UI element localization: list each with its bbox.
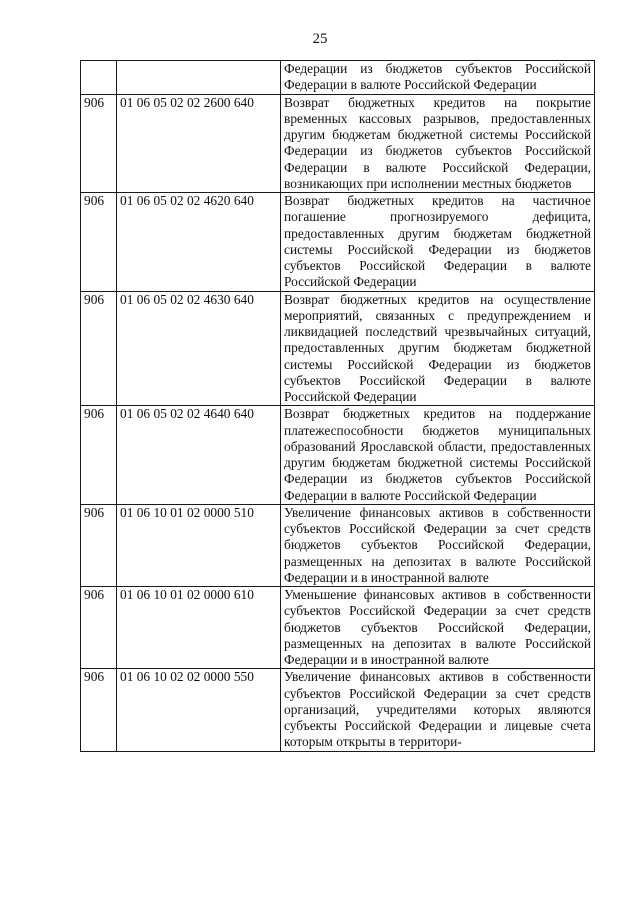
table-row (81, 193, 595, 292)
source-name-cell: Уменьшение финансовых активов в собственности субъектов Российской Федерации за счет средств бюджетов субъектов Российской Федерации, размещенных на депозитах в валюте Российской Федерации и в иностранной валюте (281, 587, 595, 669)
budget-code-cell: 01 06 05 02 02 2600 640 (117, 94, 281, 193)
budget-code-cell: 01 06 05 02 02 4630 640 (117, 291, 281, 406)
budget-code-cell: 01 06 10 02 02 0000 550 (117, 669, 281, 751)
page-number: 25 (312, 31, 328, 47)
admin-code-cell: 906 (81, 94, 117, 193)
admin-code-cell: 906 (81, 291, 117, 406)
table-row (81, 61, 595, 95)
source-name-cell: Федерации из бюджетов субъектов Российской Федерации в валюте Российской Федерации (281, 61, 595, 95)
source-name-cell: Возврат бюджетных кредитов на частичное погашение прогнозируемого дефицита, предоставленных другим бюджетам бюджетной системы Российской Федерации из бюджетов субъектов Российской Федерации в валюте Российской Федерации (281, 193, 595, 292)
budget-codes-table (80, 60, 595, 752)
admin-code-cell: 906 (81, 669, 117, 751)
table-row (81, 291, 595, 406)
admin-code-cell: 906 (81, 193, 117, 292)
budget-code-cell: 01 06 05 02 02 4620 640 (117, 193, 281, 292)
budget-code-cell: 01 06 10 01 02 0000 510 (117, 504, 281, 586)
budget-codes-table-body (81, 61, 595, 752)
admin-code-cell (81, 61, 117, 95)
table-row (81, 406, 595, 505)
budget-code-cell: 01 06 05 02 02 4640 640 (117, 406, 281, 505)
admin-code-cell: 906 (81, 406, 117, 505)
budget-code-cell (117, 61, 281, 95)
budget-code-cell: 01 06 10 01 02 0000 610 (117, 587, 281, 669)
table-row (81, 94, 595, 193)
table-row (81, 504, 595, 586)
source-name-cell: Возврат бюджетных кредитов на осуществление мероприятий, связанных с предупреждением и ликвидацией последствий чрезвычайных ситуаций, предоставленных другим бюджетам бюджетной системы Российской Федерации из бюджетов субъектов Российской Федерации в валюте Российской Федерации (281, 291, 595, 406)
table-row (81, 669, 595, 751)
admin-code-cell: 906 (81, 587, 117, 669)
source-name-cell: Увеличение финансовых активов в собственности субъектов Российской Федерации за счет средств бюджетов субъектов Российской Федерации, размещенных на депозитах в валюте Российской Федерации и в иностранной валюте (281, 504, 595, 586)
source-name-cell: Увеличение финансовых активов в собственности субъектов Российской Федерации за счет средств организаций, учредителями которых являются субъекты Российской Федерации и лицевые счета которым открыты в территори- (281, 669, 595, 751)
source-name-cell: Возврат бюджетных кредитов на покрытие временных кассовых разрывов, предоставленных другим бюджетам бюджетной системы Российской Федерации из бюджетов субъектов Российской Федерации в валюте Российской Федерации, возникающих при исполнении местных бюджетов (281, 94, 595, 193)
admin-code-cell: 906 (81, 504, 117, 586)
table-row (81, 587, 595, 669)
source-name-cell: Возврат бюджетных кредитов на поддержание платежеспособности бюджетов муниципальных образований Ярославской области, предоставленных другим бюджетам бюджетной системы Российской Федерации из бюджетов субъектов Российской Федерации в валюте Российской Федерации (281, 406, 595, 505)
